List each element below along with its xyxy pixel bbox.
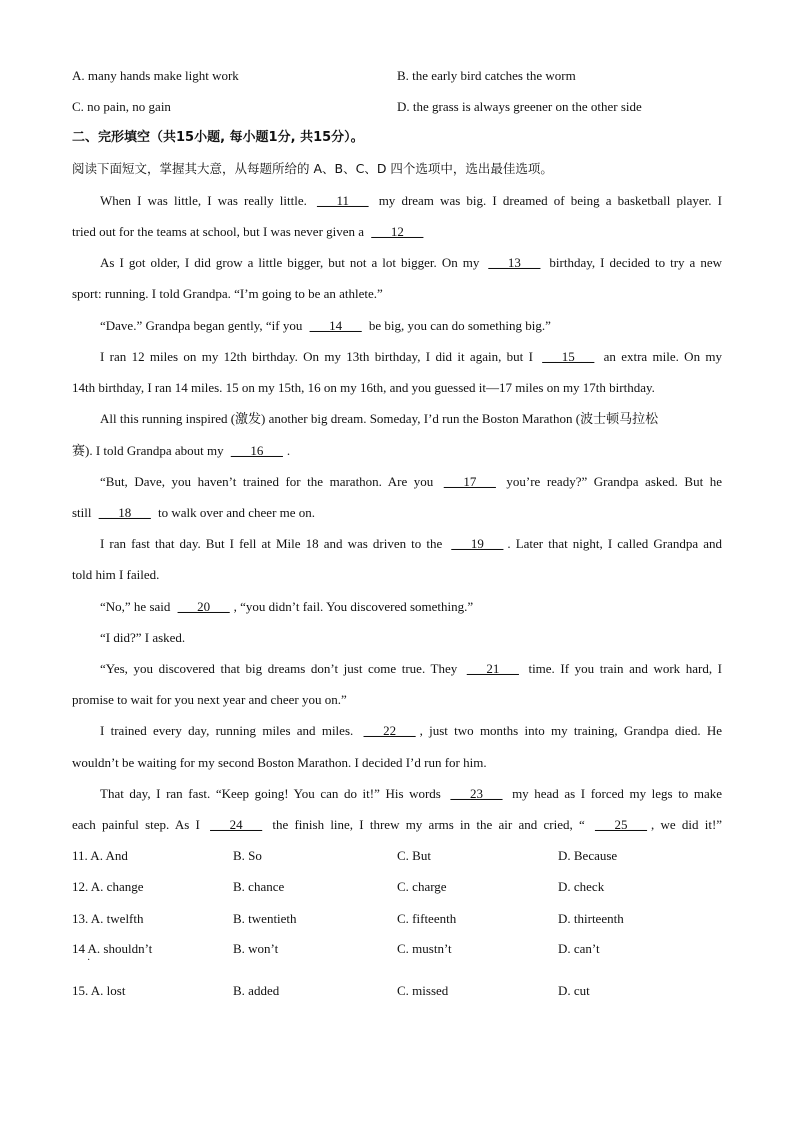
- prev-option-d: D. the grass is always greener on the other side: [397, 99, 642, 114]
- passage-line: promise to wait for you next year and cheer you on.”: [72, 692, 347, 707]
- prev-option-b: B. the early bird catches the worm: [397, 68, 576, 83]
- option-a: 13. A. twelfth: [72, 911, 144, 926]
- option-d: D. cut: [558, 983, 590, 998]
- prev-option-c: C. no pain, no gain: [72, 99, 171, 114]
- passage-line: wouldn’t be waiting for my second Boston Marathon. I decided I’d run for him.: [72, 755, 487, 770]
- option-a: 14 A. shouldn’t: [72, 941, 153, 956]
- option-b: B. added: [233, 983, 280, 998]
- passage-line: All this running inspired (激发) another big dream. Someday, I’d run the Boston Marathon (波士顿马拉松: [100, 411, 659, 426]
- option-c: C. charge: [397, 879, 447, 894]
- blank-25: ___25___: [594, 817, 647, 832]
- option-d: D. can’t: [558, 941, 600, 956]
- option-b: B. twentieth: [233, 911, 297, 926]
- blank-23: ___23___: [450, 786, 503, 801]
- passage-line: each painful step. As I ___24___ the finish line, I threw my arms in the air and cried, “ ___25___ , we did it!”: [72, 817, 723, 832]
- option-a: 15. A. lost: [72, 983, 126, 998]
- option-d: D. thirteenth: [558, 911, 624, 926]
- option-b: B. chance: [233, 879, 285, 894]
- blank-22: ___22___: [363, 723, 416, 738]
- blank-16: ___16___: [230, 443, 283, 458]
- passage-line: I ran fast that day. But I fell at Mile 18 and was driven to the ___19___ . Later that night, I called Grandpa and: [100, 536, 723, 551]
- option-a: 12. A. change: [72, 879, 144, 894]
- blank-17: ___17___: [443, 474, 496, 489]
- passage-line: As I got older, I did grow a little bigger, but not a lot bigger. On my ___13___ birthday, I decided to try a new: [100, 255, 722, 270]
- prev-option-a: A. many hands make light work: [72, 68, 239, 83]
- option-d: D. Because: [558, 848, 618, 863]
- option-d: D. check: [558, 879, 605, 894]
- passage-line: “Yes, you discovered that big dreams don’t just come true. They ___21___ time. If you train and work hard, I: [100, 661, 723, 676]
- option-c: C. missed: [397, 983, 449, 998]
- stray-dot: ·: [87, 955, 91, 966]
- passage-line: When I was little, I was really little. ___11___ my dream was big. I dreamed of being a basketball player. I: [100, 193, 723, 208]
- section-heading: 二、完形填空（共15小题, 每小题1分, 共15分）。: [72, 130, 364, 145]
- passage-line: “But, Dave, you haven’t trained for the marathon. Are you ___17___ you’re ready?” Grandpa asked. But he: [100, 474, 723, 489]
- passage-line: I trained every day, running miles and miles. ___22___ , just two months into my training, Grandpa died. He: [100, 723, 723, 738]
- blank-13: ___13___: [488, 255, 541, 270]
- blank-18: ___18___: [98, 505, 151, 520]
- blank-21: ___21___: [466, 661, 519, 676]
- passage-line: still ___18___ to walk over and cheer me on.: [72, 505, 316, 520]
- option-c: C. mustn’t: [397, 941, 452, 956]
- option-b: B. won’t: [233, 941, 279, 956]
- option-b: B. So: [233, 848, 262, 863]
- blank-20: ___20___: [177, 599, 230, 614]
- passage-line: tried out for the teams at school, but I was never given a ___12___: [72, 223, 722, 241]
- blank-24: ___24___: [210, 817, 263, 832]
- option-c: C. fifteenth: [397, 911, 457, 926]
- passage-line: 14th birthday, I ran 14 miles. 15 on my 15th, 16 on my 16th, and you guessed it—17 miles on my 17th birthday.: [72, 380, 655, 395]
- option-c: C. But: [397, 848, 431, 863]
- blank-11: ___11___: [317, 193, 369, 208]
- passage-line: That day, I ran fast. “Keep going! You can do it!” His words ___23___ my head as I forced my legs to make: [100, 786, 723, 801]
- passage-line: “I did?” I asked.: [100, 630, 186, 645]
- blank-12: ___12___: [371, 224, 424, 239]
- passage-line: I ran 12 miles on my 12th birthday. On my 13th birthday, I did it again, but I ___15___ an extra mile. On my: [100, 349, 723, 364]
- passage-line: told him I failed.: [72, 567, 160, 582]
- blank-19: ___19___: [451, 536, 504, 551]
- blank-15: ___15___: [542, 349, 595, 364]
- blank-14: ___14___: [309, 318, 362, 333]
- passage-line: 赛). I told Grandpa about my ___16___ .: [72, 443, 291, 458]
- passage-line: “No,” he said ___20___ , “you didn’t fail. You discovered something.”: [100, 599, 474, 614]
- passage-line: sport: running. I told Grandpa. “I’m going to be an athlete.”: [72, 286, 383, 301]
- option-a: 11. A. And: [72, 848, 128, 863]
- section-instruction: 阅读下面短文，掌握其大意，从每题所给的 A、B、C、D 四个选项中，选出最佳选项。: [72, 161, 553, 176]
- passage-line: “Dave.” Grandpa began gently, “if you ___14___ be big, you can do something big.”: [100, 318, 551, 333]
